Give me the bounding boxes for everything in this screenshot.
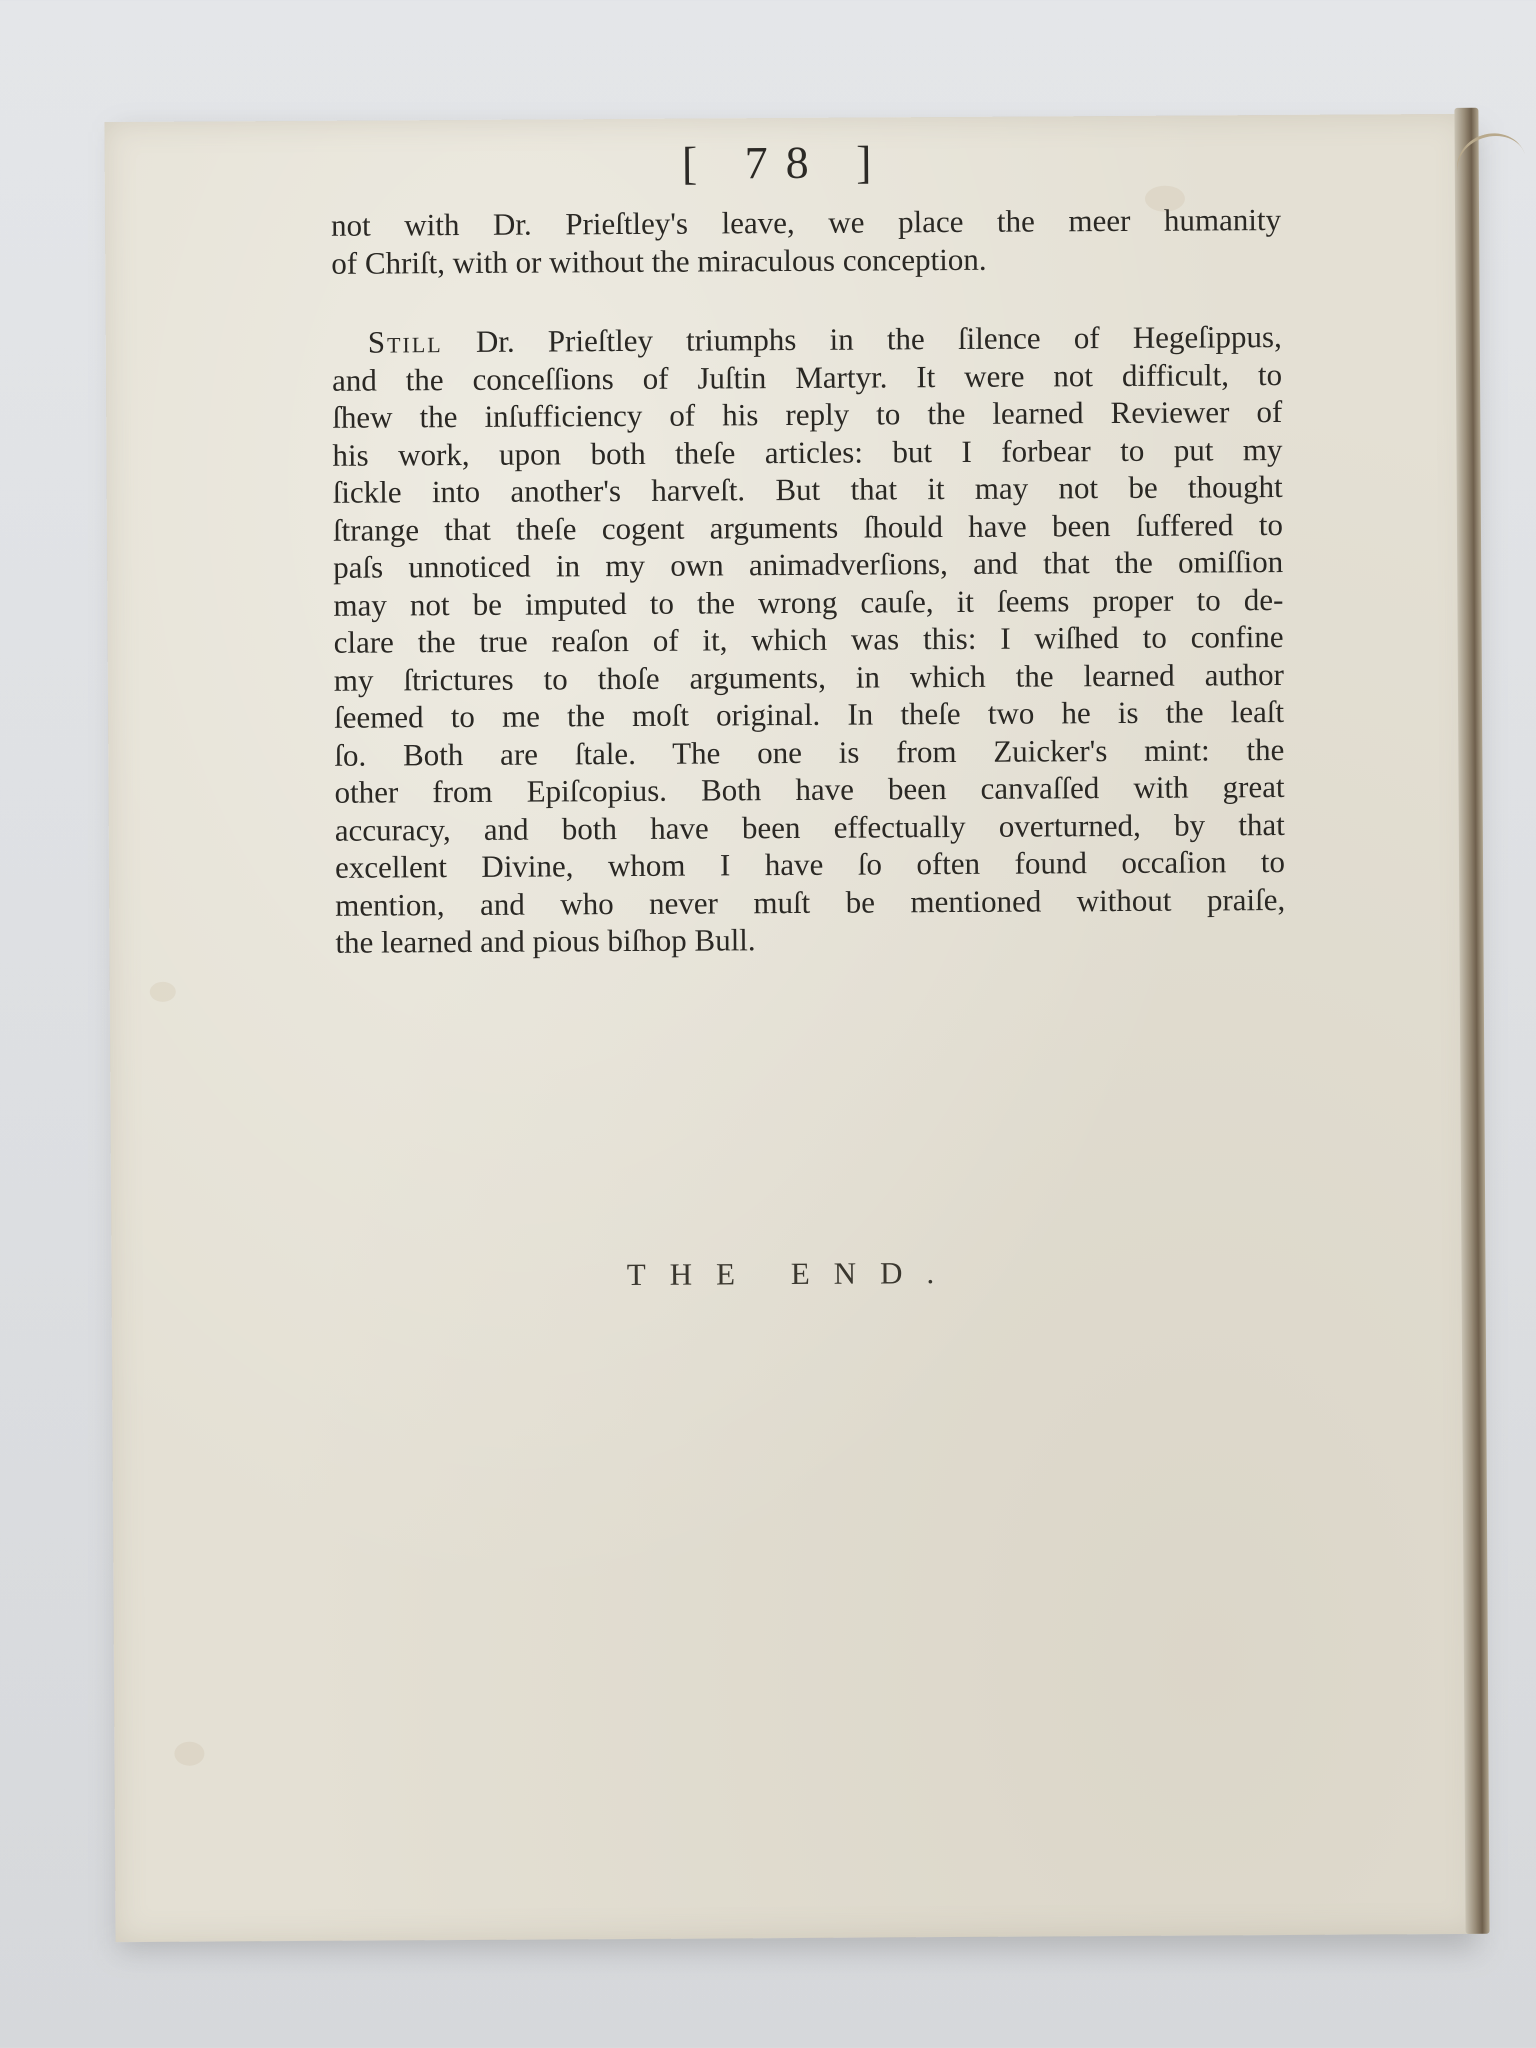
text-line: his work, upon both theſe articles: but I forbear to put my <box>332 431 1283 473</box>
paragraph-2 <box>332 318 1286 961</box>
paragraph-1 <box>331 201 1281 282</box>
text-line-rest: Dr. Prieſtley triumphs in the ſilence of Hegeſippus, <box>442 318 1282 360</box>
book-page <box>104 114 1477 1942</box>
text-line: mention, and who never muſt be mentioned without praiſe, <box>335 881 1286 923</box>
text-line: other from Epiſcopius. Both have been canvaſſed with great <box>334 768 1285 810</box>
text-line <box>332 318 1282 361</box>
paper-foxing <box>174 1742 204 1766</box>
text-line: accuracy, and both have been effectually overturned, by that <box>334 806 1285 848</box>
body-text <box>331 201 1286 961</box>
paragraph-lead-word: Still <box>367 324 443 360</box>
show-through-text <box>321 1194 1381 1200</box>
text-line: paſs unnoticed in my own animadverſions, and that the omiſſion <box>333 543 1284 585</box>
text-line: not with Dr. Prieſtley's leave, we place the meer humanity <box>330 201 1282 243</box>
text-line: my ſtrictures to thoſe arguments, in which the learned author <box>333 656 1284 698</box>
text-line: ſickle into another's harveſt. But that it may not be thought <box>332 468 1283 510</box>
text-line: ſeemed to me the moſt original. In theſe two he is the leaſt <box>333 693 1285 735</box>
text-line: ſhew the inſufficiency of his reply to the learned Reviewer of <box>332 393 1283 435</box>
text-line: and the conceſſions of Juſtin Martyr. It were not difficult, to <box>331 356 1283 398</box>
text-line: ſo. Both are ſtale. The one is from Zuicker's mint: the <box>334 731 1285 773</box>
page-spine-edge <box>1454 108 1489 1934</box>
text-line: ſtrange that theſe cogent arguments ſhould have been ſuffered to <box>332 506 1284 548</box>
text-line: clare the true reaſon of it, which was this: I wiſhed to confine <box>333 618 1284 660</box>
text-line: excellent Divine, whom I have ſo often found occaſion to <box>334 843 1286 885</box>
page-number: [ 78 ] <box>681 136 890 189</box>
paper-foxing <box>150 982 176 1002</box>
text-line: of Chriſt, with or without the miraculous conception. <box>331 241 987 281</box>
text-line: the learned and pious biſhop Bull. <box>335 922 756 960</box>
text-line: may not be imputed to the wrong cauſe, it ſeems proper to de- <box>333 581 1284 623</box>
the-end-heading: THE END. <box>626 1254 959 1293</box>
